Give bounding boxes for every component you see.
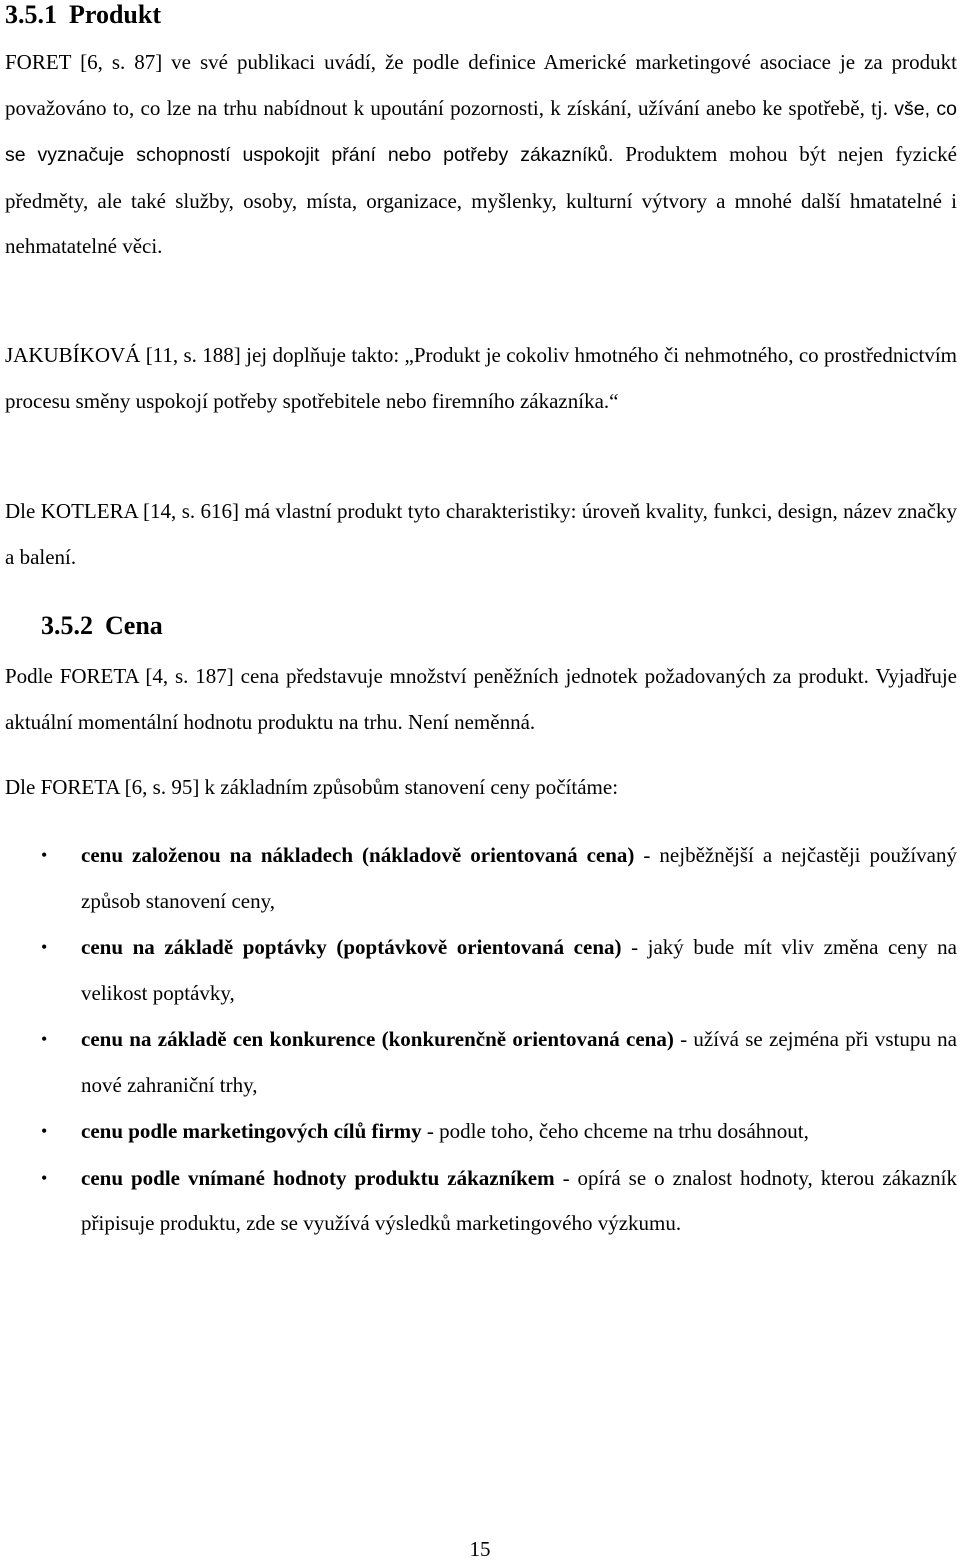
- list-item: [5, 833, 957, 924]
- paragraph-foret-methods: Dle FORETA [6, s. 95] k základním způsobům stanovení ceny počítáme:: [5, 775, 619, 799]
- list-item: [5, 1109, 957, 1155]
- paragraph-text: Produktem mohou být nejen fyzické předměty, ale také služby, osoby, místa, organizace, myšlenky, kulturní výtvory a mnohé další hmatatelné i nehmatatelné věci.: [5, 142, 957, 258]
- list-item: [5, 1017, 957, 1108]
- list-item-term: cenu založenou na nákladech (nákladově orientovaná cena): [81, 843, 635, 867]
- section-title: Produkt: [69, 0, 161, 29]
- section-title: Cena: [105, 611, 163, 640]
- paragraph-foret-definition: [5, 40, 957, 270]
- paragraph-foret-price: Podle FORETA [4, s. 187] cena představuje množství peněžních jednotek požadovaných za produkt. Vyjadřuje aktuální momentální hodnotu produktu na trhu. Není neměnná.: [5, 664, 957, 734]
- list-item-term: cenu podle vnímané hodnoty produktu zákazníkem: [81, 1165, 555, 1190]
- list-item-desc: - jaký bude mít vliv změna ceny na velikost poptávky,: [81, 935, 958, 1005]
- list-item-term: cenu podle marketingových cílů firmy: [81, 1119, 422, 1143]
- list-item-desc: - podle toho, čeho chceme na trhu dosáhnout,: [421, 1119, 809, 1143]
- section-heading-product: [5, 0, 161, 30]
- paragraph-text: FORET [6, s. 87] ve své publikaci uvádí, že podle definice Americké marketingové asociace je za produkt považováno to, co lze na trhu nabídnout k upoutání pozornosti, k získání, užívání anebo ke spotřebě, tj.: [5, 50, 957, 120]
- bullet-icon: •: [41, 1167, 48, 1188]
- pricing-methods-list: [5, 833, 957, 1248]
- list-item-term: cenu na základě poptávky (poptávkově orientovaná cena): [81, 935, 622, 959]
- list-item-desc: - nejběžnější a nejčastěji používaný způsob stanovení ceny,: [81, 843, 957, 913]
- list-item-desc: - opírá se o znalost hodnoty, kterou zákazník připisuje produktu, zde se využívá výsledků marketingového výzkumu.: [81, 1165, 957, 1235]
- bullet-icon: •: [41, 1121, 48, 1141]
- page-number: 15: [469, 1537, 491, 1561]
- section-heading-price: [41, 611, 163, 641]
- list-item: [5, 1156, 957, 1247]
- bullet-icon: •: [41, 845, 48, 865]
- section-number: 3.5.1: [5, 0, 57, 29]
- section-number: 3.5.2: [41, 611, 93, 640]
- paragraph-kotler: Dle KOTLERA [14, s. 616] má vlastní produkt tyto charakteristiky: úroveň kvality, funkci, design, název značky a balení.: [5, 499, 957, 569]
- bullet-icon: •: [41, 937, 48, 957]
- paragraph-text-sans: vše, co se vyznačuje schopností uspokojit přání nebo potřeby zákazníků.: [5, 97, 958, 166]
- paragraph-jakubikova: JAKUBÍKOVÁ [11, s. 188] jej doplňuje takto: „Produkt je cokoliv hmotného či nehmotného, co prostřednictvím procesu směny uspokojí potřeby spotřebitele nebo firemního zákazníka.“: [5, 343, 957, 413]
- bullet-icon: •: [41, 1029, 48, 1049]
- list-item-desc: - užívá se zejména při vstupu na nové zahraniční trhy,: [81, 1027, 957, 1097]
- list-item-term: cenu na základě cen konkurence (konkurenčně orientovaná cena): [81, 1027, 674, 1051]
- list-item: [5, 925, 957, 1016]
